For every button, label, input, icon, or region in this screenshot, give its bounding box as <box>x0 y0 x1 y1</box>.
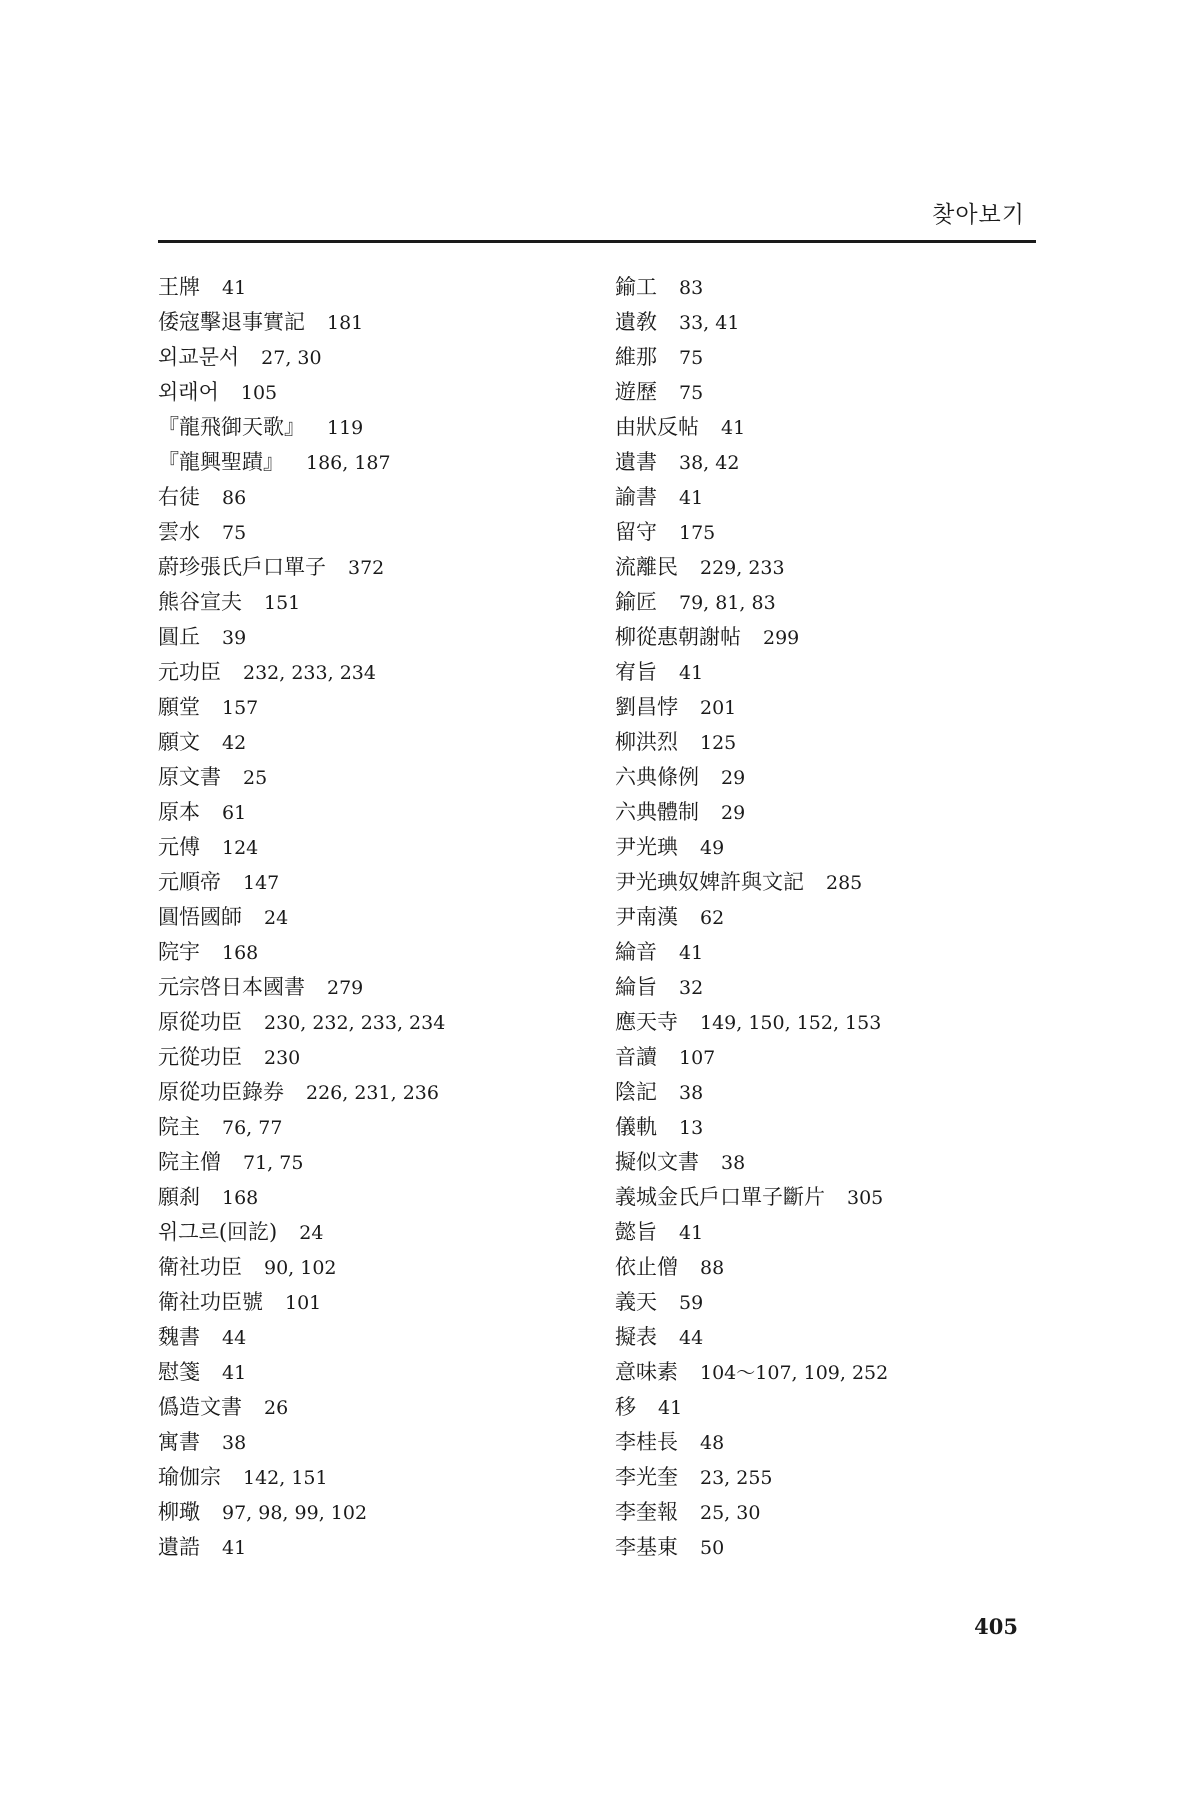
index-entry <box>615 1215 888 1250</box>
index-pages: 27, 30 <box>261 347 322 369</box>
index-term: 외래어 <box>158 380 219 404</box>
index-pages: 168 <box>222 1187 259 1209</box>
index-term: 原從功臣 <box>158 1010 242 1034</box>
index-entry <box>158 1460 445 1495</box>
index-entry <box>158 1005 445 1040</box>
index-entry <box>158 1180 445 1215</box>
index-entry <box>158 340 445 375</box>
index-term: 瑜伽宗 <box>158 1465 221 1489</box>
index-term: 綸旨 <box>615 975 657 999</box>
index-term: 王牌 <box>158 275 200 299</box>
index-pages: 201 <box>700 697 737 719</box>
index-pages: 49 <box>700 837 725 859</box>
index-entry <box>615 900 888 935</box>
index-pages: 38 <box>679 1082 704 1104</box>
index-entry <box>615 1355 888 1390</box>
index-pages: 175 <box>679 522 716 544</box>
index-entry <box>158 795 445 830</box>
index-term: 蔚珍張氏戶口單子 <box>158 555 326 579</box>
index-term: 院宇 <box>158 940 200 964</box>
index-entry <box>615 1145 888 1180</box>
index-term: 柳從惠朝謝帖 <box>615 625 741 649</box>
index-entry <box>158 1215 445 1250</box>
index-term: 留守 <box>615 520 657 544</box>
index-pages: 229, 233 <box>700 557 785 579</box>
index-entry <box>158 515 445 550</box>
index-entry <box>615 655 888 690</box>
index-entry <box>158 970 445 1005</box>
index-entry <box>158 1285 445 1320</box>
index-pages: 157 <box>222 697 259 719</box>
index-term: 元宗啓日本國書 <box>158 975 305 999</box>
index-entry <box>158 480 445 515</box>
index-pages: 41 <box>679 1222 704 1244</box>
index-pages: 24 <box>299 1222 324 1244</box>
index-term: 尹光琠 <box>615 835 678 859</box>
index-term: 流離民 <box>615 555 678 579</box>
index-entry <box>615 550 888 585</box>
index-pages: 48 <box>700 1432 725 1454</box>
index-term: 擬似文書 <box>615 1150 699 1174</box>
index-entry <box>615 725 888 760</box>
index-term: 六典條例 <box>615 765 699 789</box>
index-entry <box>615 375 888 410</box>
index-term: 鍮工 <box>615 275 657 299</box>
index-entry <box>158 830 445 865</box>
index-pages: 13 <box>679 1117 704 1139</box>
index-entry <box>158 900 445 935</box>
index-entry <box>615 305 888 340</box>
index-entry <box>615 1320 888 1355</box>
index-pages: 168 <box>222 942 259 964</box>
index-pages: 285 <box>826 872 863 894</box>
index-pages: 305 <box>847 1187 884 1209</box>
index-term: 李基東 <box>615 1535 678 1559</box>
index-term: 元功臣 <box>158 660 221 684</box>
index-term: 柳洪烈 <box>615 730 678 754</box>
index-entry <box>158 1145 445 1180</box>
index-entry <box>158 585 445 620</box>
index-entry <box>158 1110 445 1145</box>
index-entry <box>158 305 445 340</box>
index-pages: 76, 77 <box>222 1117 283 1139</box>
index-pages: 62 <box>700 907 725 929</box>
index-pages: 299 <box>763 627 800 649</box>
index-pages: 230 <box>264 1047 301 1069</box>
index-entry <box>158 1530 445 1565</box>
index-pages: 44 <box>679 1327 704 1349</box>
index-entry <box>615 620 888 655</box>
index-pages: 38 <box>222 1432 247 1454</box>
index-entry <box>158 1250 445 1285</box>
index-term: 應天寺 <box>615 1010 678 1034</box>
index-entry <box>158 760 445 795</box>
index-pages: 232, 233, 234 <box>243 662 376 684</box>
index-term: 由狀反帖 <box>615 415 699 439</box>
index-pages: 41 <box>222 1362 247 1384</box>
index-term: 倭寇擊退事實記 <box>158 310 305 334</box>
header-divider <box>158 240 1036 243</box>
index-term: 尹南漢 <box>615 905 678 929</box>
index-term: 義城金氏戶口單子斷片 <box>615 1185 825 1209</box>
index-entry <box>615 1250 888 1285</box>
index-pages: 41 <box>679 662 704 684</box>
index-pages: 61 <box>222 802 247 824</box>
index-term: 院主僧 <box>158 1150 221 1174</box>
index-entry <box>158 1355 445 1390</box>
index-term: 衛社功臣號 <box>158 1290 263 1314</box>
index-entry <box>615 795 888 830</box>
index-entry <box>158 410 445 445</box>
index-pages: 75 <box>222 522 247 544</box>
index-entry <box>158 690 445 725</box>
index-entry <box>615 865 888 900</box>
index-pages: 105 <box>240 382 278 404</box>
index-term: 寓書 <box>158 1430 200 1454</box>
index-pages: 125 <box>700 732 737 754</box>
index-pages: 372 <box>348 557 385 579</box>
index-term: 諭書 <box>615 485 657 509</box>
index-term: 圓丘 <box>158 625 200 649</box>
index-term: 元順帝 <box>158 870 221 894</box>
index-term: 『龍飛御天歌』 <box>158 415 305 439</box>
index-entry <box>615 970 888 1005</box>
index-entry <box>158 1320 445 1355</box>
index-pages: 71, 75 <box>243 1152 304 1174</box>
index-pages: 38, 42 <box>679 452 740 474</box>
index-entry <box>158 1040 445 1075</box>
index-term: 懿旨 <box>615 1220 657 1244</box>
index-term: 위그르(回訖) <box>158 1220 278 1244</box>
index-pages: 41 <box>679 487 704 509</box>
index-pages: 79, 81, 83 <box>679 592 776 614</box>
index-term: 劉昌悖 <box>615 695 678 719</box>
index-term: 僞造文書 <box>158 1395 242 1419</box>
index-pages: 25 <box>243 767 268 789</box>
index-column-left <box>158 270 445 1565</box>
index-term: 鍮匠 <box>615 590 657 614</box>
index-entry <box>615 1005 888 1040</box>
index-pages: 44 <box>222 1327 247 1349</box>
index-term: 李奎報 <box>615 1500 678 1524</box>
index-entry <box>615 1495 888 1530</box>
index-entry <box>158 1425 445 1460</box>
index-entry <box>615 1285 888 1320</box>
index-entry <box>158 550 445 585</box>
index-term: 雲水 <box>158 520 200 544</box>
index-term: 義天 <box>615 1290 657 1314</box>
index-term: 遺書 <box>615 450 657 474</box>
index-entry <box>615 830 888 865</box>
index-pages: 151 <box>264 592 301 614</box>
index-pages: 90, 102 <box>264 1257 337 1279</box>
index-term: 右徒 <box>158 485 200 509</box>
index-term: 圓悟國師 <box>158 905 242 929</box>
index-term: 尹光琠奴婢許與文記 <box>615 870 804 894</box>
index-term: 願刹 <box>158 1185 200 1209</box>
index-entry <box>158 1495 445 1530</box>
index-term: 願堂 <box>158 695 200 719</box>
index-term: 原本 <box>158 800 200 824</box>
index-pages: 119 <box>327 417 364 439</box>
index-term: 維那 <box>615 345 657 369</box>
index-pages: 41 <box>721 417 746 439</box>
index-entry <box>615 690 888 725</box>
index-pages: 59 <box>679 1292 704 1314</box>
index-pages: 29 <box>721 767 746 789</box>
index-term: 魏書 <box>158 1325 200 1349</box>
index-entry <box>615 445 888 480</box>
index-term: 移 <box>615 1395 636 1419</box>
index-term: 遺敎 <box>615 310 657 334</box>
index-term: 柳璥 <box>158 1500 200 1524</box>
index-term: 擬表 <box>615 1325 657 1349</box>
index-pages: 181 <box>327 312 364 334</box>
running-header-title: 찾아보기 <box>932 202 1025 228</box>
index-pages: 147 <box>243 872 280 894</box>
index-term: 외교문서 <box>158 345 240 369</box>
index-entry <box>615 410 888 445</box>
index-term: 願文 <box>158 730 200 754</box>
index-entry <box>615 1530 888 1565</box>
index-term: 陰記 <box>615 1080 657 1104</box>
index-entry <box>615 1040 888 1075</box>
index-pages: 75 <box>679 382 704 404</box>
index-entry <box>158 445 445 480</box>
index-entry <box>158 270 445 305</box>
index-entry <box>615 340 888 375</box>
index-pages: 32 <box>679 977 704 999</box>
index-term: 慰箋 <box>158 1360 200 1384</box>
index-pages: 41 <box>679 942 704 964</box>
index-pages: 50 <box>700 1537 725 1559</box>
index-term: 遺誥 <box>158 1535 200 1559</box>
index-term: 綸音 <box>615 940 657 964</box>
index-entry <box>615 515 888 550</box>
index-term: 元傅 <box>158 835 200 859</box>
index-entry <box>615 480 888 515</box>
index-entry <box>158 655 445 690</box>
index-pages: 38 <box>721 1152 746 1174</box>
index-entry <box>615 1075 888 1110</box>
index-term: 儀軌 <box>615 1115 657 1139</box>
index-entry <box>158 725 445 760</box>
index-pages: 142, 151 <box>243 1467 328 1489</box>
index-pages: 39 <box>222 627 247 649</box>
index-pages: 41 <box>658 1397 683 1419</box>
index-term: 元從功臣 <box>158 1045 242 1069</box>
index-pages: 230, 232, 233, 234 <box>264 1012 446 1034</box>
index-term: 遊歷 <box>615 380 657 404</box>
index-pages: 41 <box>222 1537 247 1559</box>
index-entry <box>615 935 888 970</box>
index-pages: 101 <box>285 1292 322 1314</box>
index-term: 原文書 <box>158 765 221 789</box>
index-term: 宥旨 <box>615 660 657 684</box>
index-term: 依止僧 <box>615 1255 678 1279</box>
index-pages: 86 <box>222 487 247 509</box>
index-term: 六典體制 <box>615 800 699 824</box>
index-term: 原從功臣錄券 <box>158 1080 284 1104</box>
index-pages: 83 <box>679 277 704 299</box>
index-term: 院主 <box>158 1115 200 1139</box>
index-term: 李桂長 <box>615 1430 678 1454</box>
index-column-right <box>615 270 888 1565</box>
index-entry <box>158 375 445 410</box>
index-entry <box>615 1460 888 1495</box>
index-pages: 149, 150, 152, 153 <box>700 1012 882 1034</box>
index-pages: 88 <box>700 1257 725 1279</box>
index-entry <box>158 1075 445 1110</box>
index-pages: 41 <box>222 277 247 299</box>
index-pages: 29 <box>721 802 746 824</box>
index-pages: 124 <box>222 837 259 859</box>
index-pages: 97, 98, 99, 102 <box>222 1502 368 1524</box>
index-entry <box>158 935 445 970</box>
index-pages: 279 <box>327 977 364 999</box>
index-term: 音讀 <box>615 1045 657 1069</box>
index-pages: 33, 41 <box>679 312 740 334</box>
index-term: 熊谷宣夫 <box>158 590 242 614</box>
index-pages: 226, 231, 236 <box>306 1082 439 1104</box>
index-entry <box>158 620 445 655</box>
index-term: 『龍興聖蹟』 <box>158 450 284 474</box>
index-entry <box>615 1110 888 1145</box>
index-entry <box>615 1425 888 1460</box>
index-entry <box>615 760 888 795</box>
index-pages: 107 <box>679 1047 716 1069</box>
index-pages: 23, 255 <box>700 1467 773 1489</box>
index-term: 衛社功臣 <box>158 1255 242 1279</box>
page-number: 405 <box>974 1614 1018 1639</box>
index-term: 李光奎 <box>615 1465 678 1489</box>
index-pages: 24 <box>264 907 289 929</box>
index-pages: 26 <box>264 1397 289 1419</box>
index-entry <box>158 865 445 900</box>
index-pages: 42 <box>222 732 247 754</box>
index-pages: 104～107, 109, 252 <box>700 1362 889 1384</box>
index-entry <box>615 1390 888 1425</box>
index-entry <box>615 1180 888 1215</box>
index-entry <box>158 1390 445 1425</box>
index-term: 意味素 <box>615 1360 678 1384</box>
index-pages: 75 <box>679 347 704 369</box>
index-pages: 25, 30 <box>700 1502 761 1524</box>
index-pages: 186, 187 <box>306 452 391 474</box>
index-entry <box>615 270 888 305</box>
index-entry <box>615 585 888 620</box>
